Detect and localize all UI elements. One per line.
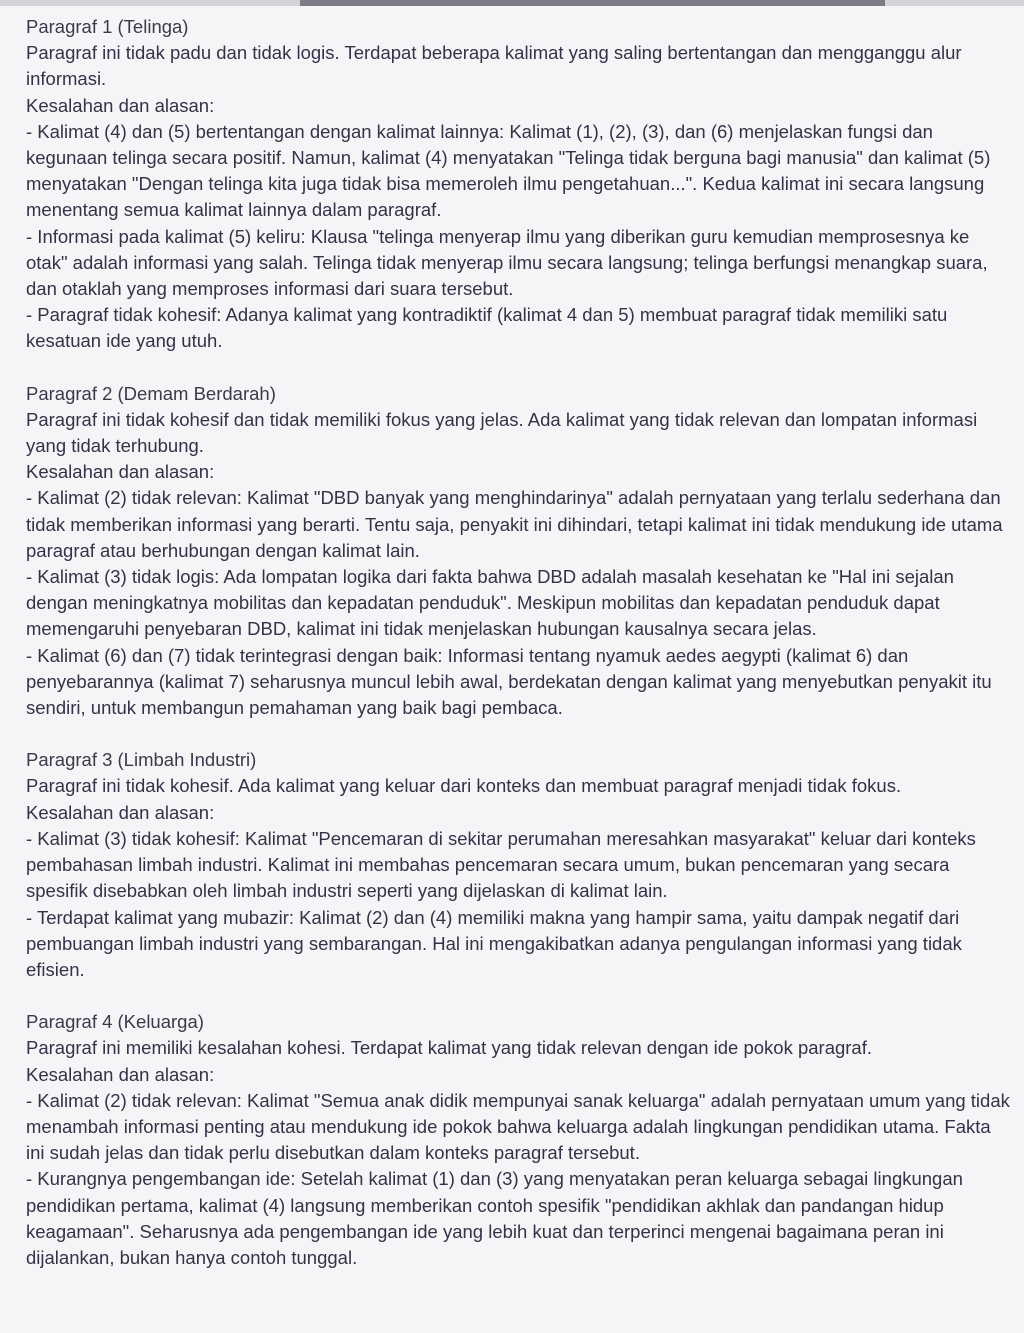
paragraph-4-error-item: - Kalimat (2) tidak relevan: Kalimat "Semua anak didik mempunyai sanak keluarga" adalah pernyataan umum yang tidak menambah informasi penting atau mendukung ide pokok bahwa keluarga adalah lingkungan pendidikan utama. Fakta ini sudah jelas dan tidak perlu disebutkan dalam konteks paragraf tersebut.: [26, 1089, 1010, 1164]
paragraph-2-error-item: - Kalimat (6) dan (7) tidak terintegrasi dengan baik: Informasi tentang nyamuk aedes aegypti (kalimat 6) dan penyebarannya (kalimat 7) seharusnya muncul lebih awal, berdekatan dengan kalimat yang menyebutkan penyakit itu sendiri, untuk membangun pemahaman yang baik bagi pembaca.: [26, 644, 992, 719]
top-edge-bar: [0, 0, 1024, 6]
paragraph-1-errors-label: Kesalahan dan alasan:: [26, 94, 215, 116]
paragraph-2-section: [26, 381, 1010, 722]
top-edge-segment-left: [0, 0, 300, 6]
paragraph-1-title: Paragraf 1 (Telinga): [26, 16, 189, 37]
document-body: [26, 14, 1010, 1271]
paragraph-3-errors-label: Kesalahan dan alasan:: [26, 801, 215, 823]
paragraph-1-section: [26, 14, 1010, 355]
paragraph-2-summary: Paragraf ini tidak kohesif dan tidak memiliki fokus yang jelas. Ada kalimat yang tidak relevan dan lompatan informasi yang tidak terhubung.: [26, 408, 978, 457]
paragraph-1-error-item: - Paragraf tidak kohesif: Adanya kalimat yang kontradiktif (kalimat 4 dan 5) membuat paragraf tidak memiliki satu kesatuan ide yang utuh.: [26, 304, 948, 352]
paragraph-4-error-item: - Kurangnya pengembangan ide: Setelah kalimat (1) dan (3) yang menyatakan peran keluarga sebagai lingkungan pendidikan pertama, kalimat (4) langsung memberikan contoh spesifik "pendidikan akhlak dan pandangan hidup keagamaan". Seharusnya ada pengembangan ide yang lebih kuat dan terperinci mengenai bagaimana peran ini dijalankan, bukan hanya contoh tunggal.: [26, 1168, 963, 1268]
paragraph-2-errors-label: Kesalahan dan alasan:: [26, 461, 215, 483]
paragraph-3-summary: Paragraf ini tidak kohesif. Ada kalimat yang keluar dari konteks dan membuat paragraf menjadi tidak fokus.: [26, 775, 902, 797]
paragraph-2-error-item: - Kalimat (2) tidak relevan: Kalimat "DBD banyak yang menghindarinya" adalah pernyataan yang terlalu sederhana dan tidak memberikan informasi yang berarti. Tentu saja, penyakit ini dihindari, tetapi kalimat ini tidak mendukung ide utama paragraf atau berhubungan dengan kalimat lain.: [26, 487, 1003, 561]
paragraph-1-error-item: - Kalimat (4) dan (5) bertentangan dengan kalimat lainnya: Kalimat (1), (2), (3), dan (6) menjelaskan fungsi dan kegunaan telinga secara positif. Namun, kalimat (4) menyatakan "Telinga tidak berguna bagi manusia" dan kalimat (5) menyatakan "Dengan telinga kita juga tidak bisa memeroleh ilmu pengetahuan...". Kedua kalimat ini secara langsung menentang semua kalimat lainnya dalam paragraf.: [26, 120, 991, 221]
paragraph-3-error-item: - Terdapat kalimat yang mubazir: Kalimat (2) dan (4) memiliki makna yang hampir sama, yaitu dampak negatif dari pembuangan limbah industri yang sembarangan. Hal ini mengakibatkan adanya pengulangan informasi yang tidak efisien.: [26, 906, 962, 980]
paragraph-4-errors-label: Kesalahan dan alasan:: [26, 1063, 215, 1085]
paragraph-4-section: [26, 1009, 1010, 1271]
paragraph-3-section: [26, 747, 1010, 983]
paragraph-2-error-item: - Kalimat (3) tidak logis: Ada lompatan logika dari fakta bahwa DBD adalah masalah kesehatan ke "Hal ini sejalan dengan meningkatnya mobilitas dan kepadatan penduduk". Meskipun mobilitas dan kepadatan penduduk dapat memengaruhi penyebaran DBD, kalimat ini tidak menjelaskan hubungan kausalnya secara jelas.: [26, 566, 954, 640]
paragraph-1-summary: Paragraf ini tidak padu dan tidak logis. Terdapat beberapa kalimat yang saling bertentangan dan mengganggu alur informasi.: [26, 42, 962, 90]
paragraph-4-summary: Paragraf ini memiliki kesalahan kohesi. Terdapat kalimat yang tidak relevan dengan ide pokok paragraf.: [26, 1037, 873, 1059]
paragraph-3-error-item: - Kalimat (3) tidak kohesif: Kalimat "Pencemaran di sekitar perumahan meresahkan masyarakat" keluar dari konteks pembahasan limbah industri. Kalimat ini membahas pencemaran secara umum, bukan pencemaran yang secara spesifik disebabkan oleh limbah industri seperti yang dijelaskan di kalimat lain.: [26, 827, 976, 902]
paragraph-1-error-item: - Informasi pada kalimat (5) keliru: Klausa "telinga menyerap ilmu yang diberikan guru kemudian memprosesnya ke otak" adalah informasi yang salah. Telinga tidak menyerap ilmu secara langsung; telinga berfungsi menangkap suara, dan otaklah yang memproses informasi dari suara tersebut.: [26, 225, 988, 300]
paragraph-4-title: Paragraf 4 (Keluarga): [26, 1011, 204, 1033]
top-edge-segment-right: [885, 0, 1024, 6]
paragraph-2-title: Paragraf 2 (Demam Berdarah): [26, 382, 276, 404]
paragraph-3-title: Paragraf 3 (Limbah Industri): [26, 749, 257, 771]
